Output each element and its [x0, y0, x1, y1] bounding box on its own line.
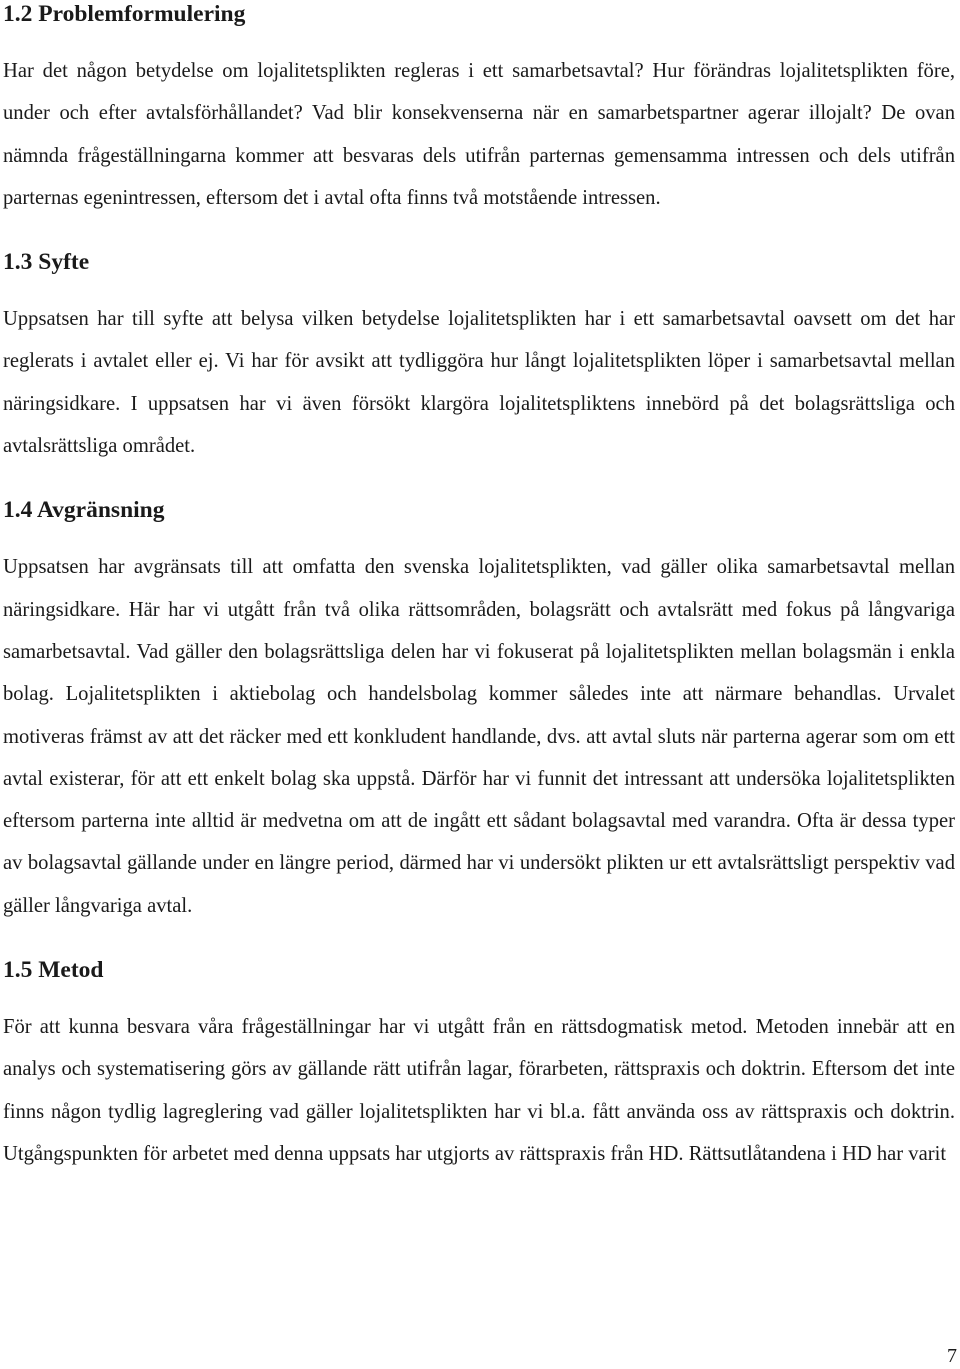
section-heading: 1.2 Problemformulering [3, 1, 246, 27]
section-heading: 1.5 Metod [3, 957, 104, 984]
section-problemformulering [3, 0, 955, 219]
section-heading: 1.4 Avgränsning [3, 497, 165, 524]
section-heading: 1.3 Syfte [3, 249, 90, 276]
section-paragraph: För att kunna besvara våra frågeställningar har vi utgått från en rättsdogmatisk metod. Metoden innebär att en analys och systematisering görs av gällande rätt utifrån lagar, förarbeten, rättspraxis och doktrin. Eftersom det inte finns någon tydlig lagreglering vad gäller lojalitetsplikten har vi bl.a. fått använda oss av rättspraxis och doktrin. Utgångspunkten för arbetet med denna uppsats har utgjorts av rättspraxis från HD. Rättsutlåtandena i HD har varit [3, 1016, 955, 1165]
page-number: 7 [947, 1345, 957, 1367]
section-paragraph: Har det någon betydelse om lojalitetsplikten regleras i ett samarbetsavtal? Hur förändras lojalitetsplikten före, under och efter avtalsförhållandet? Vad blir konsekvenserna när en samarbetspartner agerar illojalt? De ovan nämnda frågeställningarna kommer att besvaras dels utifrån parternas gemensamma intressen och dels utifrån parternas egenintressen, eftersom det i avtal ofta finns två motstående intressen. [3, 60, 955, 209]
section-paragraph: Uppsatsen har till syfte att belysa vilken betydelse lojalitetsplikten har i ett samarbetsavtal oavsett om det har reglerats i avtalet eller ej. Vi har för avsikt att tydliggöra hur långt lojalitetsplikten löper i samarbetsavtal mellan näringsidkare. I uppsatsen har vi även försökt klargöra lojalitetspliktens innebörd på det bolagsrättsliga och avtalsrättsliga området. [3, 308, 955, 458]
document-page [3, 0, 955, 1175]
section-paragraph: Uppsatsen har avgränsats till att omfatta den svenska lojalitetsplikten, vad gäller olika samarbetsavtal mellan näringsidkare. Här har vi utgått från två olika rättsområden, bolagsrätt och avtalsrätt med fokus på långvariga samarbetsavtal. Vad gäller den bolagsrättsliga delen har vi fokuserat på lojalitetsplikten mellan bolagsmän i enkla bolag. Lojalitetsplikten i aktiebolag och handelsbolag kommer således inte att närmare behandlas. Urvalet motiveras främst av att det räcker med ett konkludent handlande, dvs. att avtal sluts när parterna agerar som om ett avtal existerar, för att ett enkelt bolag ska uppstå. Därför har vi funnit det intressant att undersöka lojalitetsplikten eftersom parterna inte alltid är medvetna om att de ingått ett sådant bolagsavtal med varandra. Ofta är dessa typer av bolagsavtal gällande under en längre period, därmed har vi undersökt plikten ur ett avtalsrättsligt perspektiv vad gäller långvariga avtal. [3, 556, 955, 917]
section-metod [3, 956, 955, 1175]
section-avgransning [3, 496, 955, 927]
section-syfte [3, 248, 955, 467]
